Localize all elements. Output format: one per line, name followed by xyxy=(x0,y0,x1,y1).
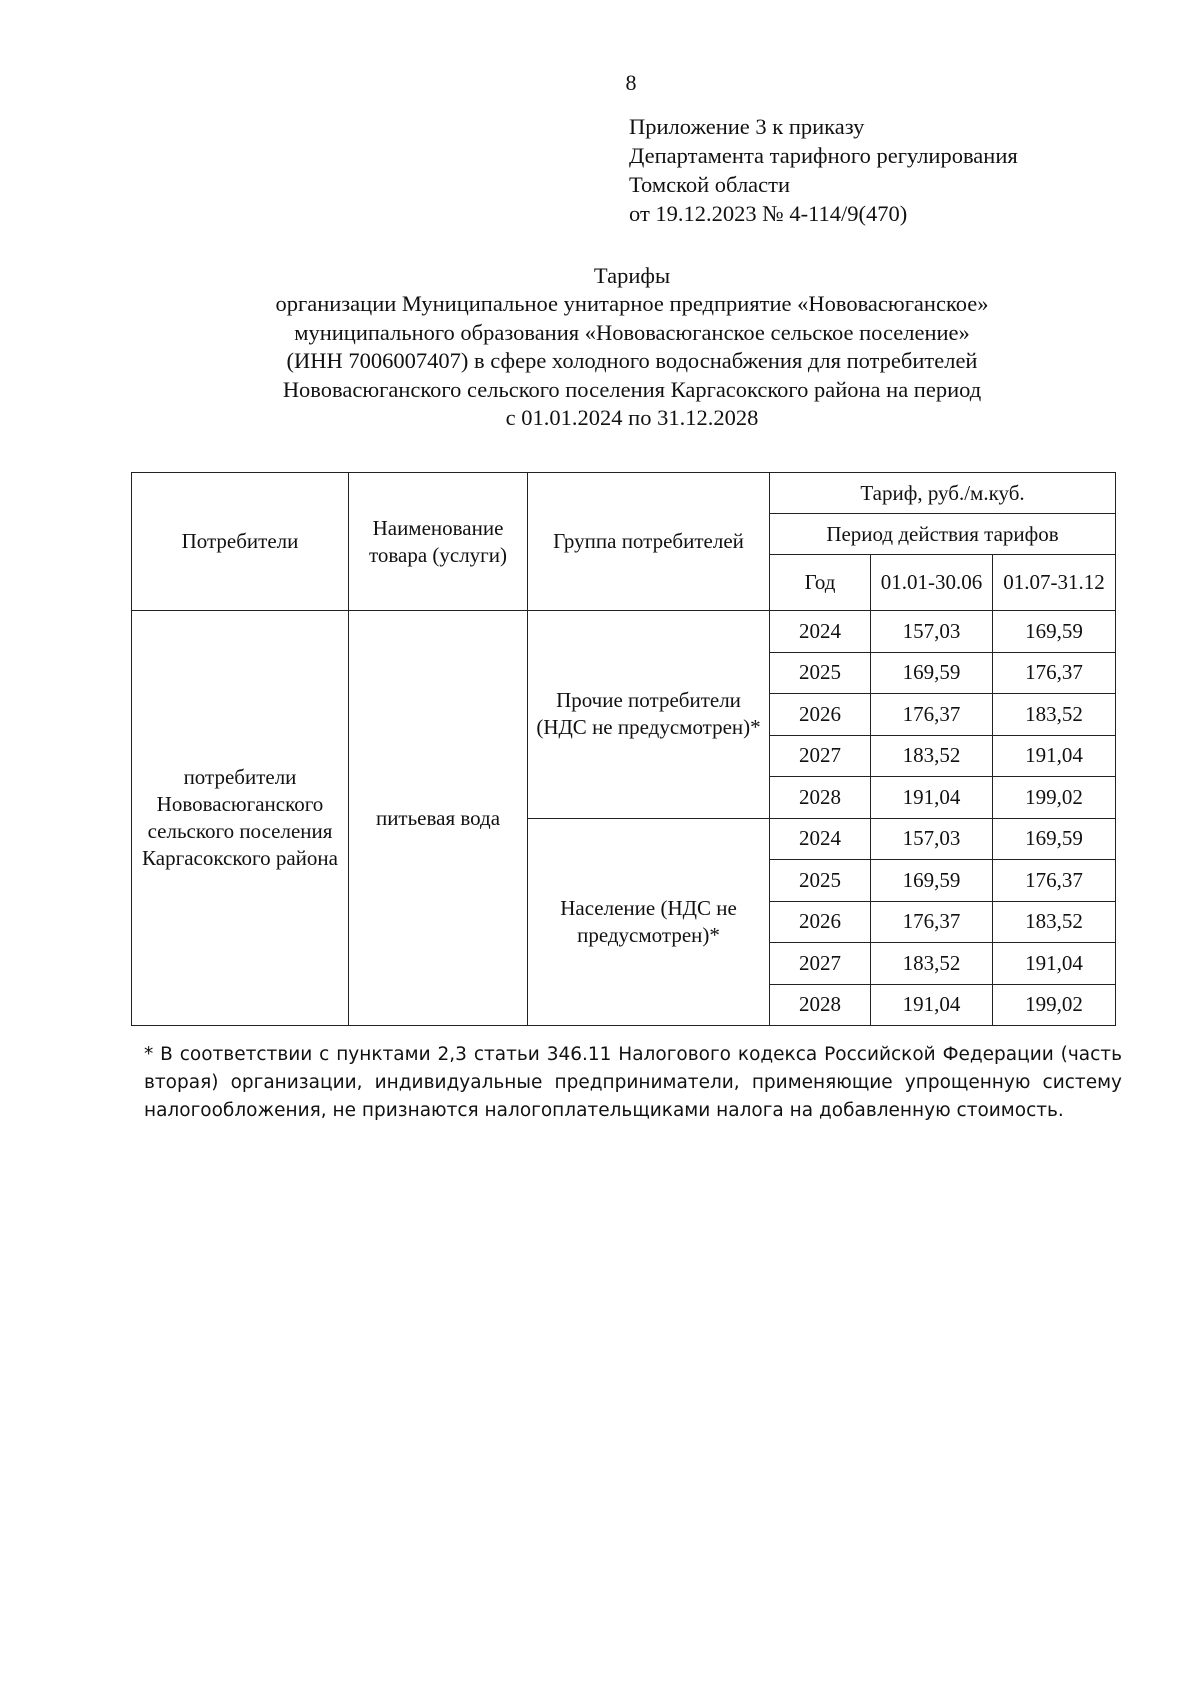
tariff-cell: 176,37 xyxy=(993,860,1116,902)
tariff-cell: 191,04 xyxy=(871,984,993,1026)
group-cell: Прочие потребители (НДС не предусмотрен)* xyxy=(528,611,770,819)
tariff-cell: 169,59 xyxy=(871,652,993,694)
footnote: * В соответствии с пунктами 2,3 статьи 346.11 Налогового кодекса Российской Федерации (часть вторая) организации, индивидуальные предприниматели, применяющие упрощенную систему налогообложения, не признаются налогоплательщиками налога на добавленную стоимость. xyxy=(144,1044,1122,1121)
header-tariff: Тариф, руб./м.куб. xyxy=(770,473,1116,514)
year-cell: 2027 xyxy=(770,943,871,985)
year-cell: 2025 xyxy=(770,652,871,694)
tariff-cell: 191,04 xyxy=(993,943,1116,985)
page-number: 8 xyxy=(625,70,637,95)
appendix-line-1: Приложение 3 к приказу xyxy=(629,114,865,139)
appendix-line-3: Томской области xyxy=(629,172,791,197)
header-year: Год xyxy=(770,555,871,611)
year-cell: 2028 xyxy=(770,984,871,1026)
tariff-cell: 191,04 xyxy=(871,777,993,819)
header-row xyxy=(132,473,1116,514)
year-cell: 2025 xyxy=(770,860,871,902)
year-cell: 2027 xyxy=(770,735,871,777)
tariff-cell: 183,52 xyxy=(993,694,1116,736)
tariff-cell: 169,59 xyxy=(871,860,993,902)
title-line-6: с 01.01.2024 по 31.12.2028 xyxy=(505,405,759,431)
tariff-cell: 157,03 xyxy=(871,818,993,860)
title-line-3: муниципального образования «Нововасюганское сельское поселение» xyxy=(294,319,970,345)
title-line-1: Тарифы xyxy=(593,263,671,288)
year-cell: 2024 xyxy=(770,611,871,653)
tariff-cell: 199,02 xyxy=(993,984,1116,1026)
product-cell: питьевая вода xyxy=(349,611,528,1026)
header-product: Наименование товара (услуги) xyxy=(349,473,528,611)
tariff-cell: 169,59 xyxy=(993,611,1116,653)
appendix-reference xyxy=(629,112,1018,228)
appendix-line-4: от 19.12.2023 № 4-114/9(470) xyxy=(629,201,908,226)
year-cell: 2028 xyxy=(770,777,871,819)
tariff-cell: 199,02 xyxy=(993,777,1116,819)
header-group: Группа потребителей xyxy=(528,473,770,611)
tariff-cell: 191,04 xyxy=(993,735,1116,777)
tariff-cell: 176,37 xyxy=(871,901,993,943)
header-half2: 01.07-31.12 xyxy=(993,555,1116,611)
tariff-cell: 183,52 xyxy=(871,943,993,985)
title-line-5: Нововасюганского сельского поселения Каргасокского района на период xyxy=(282,376,982,402)
tariff-cell: 183,52 xyxy=(993,901,1116,943)
tariff-cell: 176,37 xyxy=(871,694,993,736)
tariff-cell: 157,03 xyxy=(871,611,993,653)
header-half1: 01.01-30.06 xyxy=(871,555,993,611)
tariff-table xyxy=(131,472,1116,1026)
year-cell: 2024 xyxy=(770,818,871,860)
header-period: Период действия тарифов xyxy=(770,514,1116,555)
tariff-cell: 169,59 xyxy=(993,818,1116,860)
title-line-2: организации Муниципальное унитарное предприятие «Нововасюганское» xyxy=(275,291,989,317)
year-cell: 2026 xyxy=(770,901,871,943)
appendix-line-2: Департамента тарифного регулирования xyxy=(629,143,1018,168)
tariff-cell: 176,37 xyxy=(993,652,1116,694)
consumers-cell: потребители Нововасюганского сельского поселения Каргасокского района xyxy=(132,611,349,1026)
title-line-4: (ИНН 7006007407) в сфере холодного водоснабжения для потребителей xyxy=(286,348,978,374)
header-consumers: Потребители xyxy=(132,473,349,611)
table-row xyxy=(132,611,1116,653)
year-cell: 2026 xyxy=(770,694,871,736)
tariff-cell: 183,52 xyxy=(871,735,993,777)
document-title xyxy=(120,262,1144,432)
group-cell: Население (НДС не предусмотрен)* xyxy=(528,818,770,1026)
